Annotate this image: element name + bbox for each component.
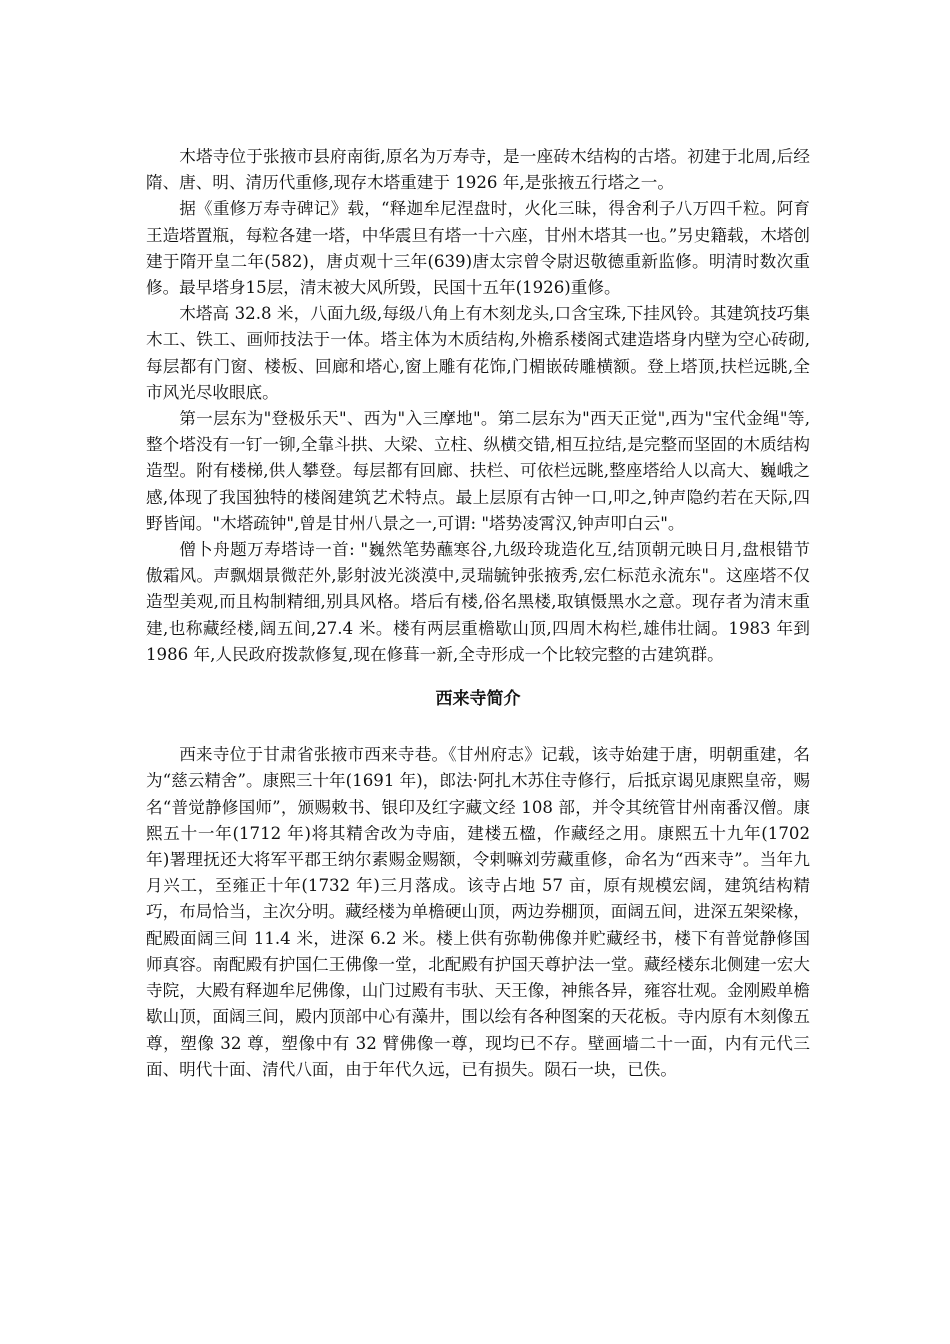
paragraph-muta-history: 据《重修万寿寺碑记》载，“释迦牟尼涅盘时，火化三昧，得舍利子八万四千粒。阿育王造塔置瓶，每粒各建一塔，中华震旦有塔一十六座，甘州木塔其一也。”另史籍载，木塔创建于隋开皇二年(582)，唐贞观十三年(639)唐太宗曾令尉迟敬德重新监修。明清时数次重修。最早塔身15层，清末被大风所毁，民国十五年(1926)重修。 xyxy=(146,199,810,298)
paragraph-xilai-intro: 西来寺位于甘肃省张掖市西来寺巷。《甘州府志》记载，该寺始建于唐，明朝重建，名为“慈云精舍”。康熙三十年(1691 年)，郎法·阿扎木苏住寺修行，后抵京谒见康熙皇帝，赐名“普觉静修国师”，颁赐敕书、银印及红字藏文经 108 部，并令其统管甘州南番汉僧。康熙五十一年(1712 年)将其精舍改为寺庙，建楼五楹，作藏经之用。康熙五十九年(1702 年)署理抚还大将军平郡王纳尔素赐金赐额，令剌嘛刘劳藏重修，命名为“西来寺”。当年九月兴工，至雍正十年(1732 年)三月落成。该寺占地 57 亩，原有规模宏阔，建筑结构精巧，布局恰当，主次分明。藏经楼为单檐硬山顶，两边券棚顶，面阔五间，进深五架梁椽，配殿面阔三间 11.4 米，进深 6.2 米。楼上供有弥勒佛像并贮藏经书，楼下有普觉静修国师真容。南配殿有护国仁王佛像一堂，北配殿有护国天尊护法一堂。藏经楼东北侧建一宏大寺院，大殿有释迦牟尼佛像，山门过殿有韦驮、天王像，神熊各异，雍容壮观。金刚殿单檐歇山顶，面阔三间，殿内顶部中心有藻井，围以绘有各种图案的天花板。寺内原有木刻像五尊，塑像 32 尊，塑像中有 32 臂佛像一尊，现均已不存。壁画墙二十一面，内有元代三面、明代十面、清代八面，由于年代久远，已有损失。陨石一块，已佚。 xyxy=(146,745,810,1079)
paragraph-muta-poem: 僧卜舟题万寿塔诗一首: "巍然笔势蘸寒谷,九级玲珑造化互,结顶朝元映日月,盘根错节傲霜风。声飘烟景微茫外,影射波光淡漠中,灵瑞毓钟张掖秀,宏仁标范永流东"。这座塔不仅造型美观,而且构制精细,别具风格。塔后有楼,俗名黑楼,取镇慑黑水之意。现存者为清末重建,也称藏经楼,阔五间,27.4 米。楼有两层重檐歇山顶,四周木构栏,雄伟壮阔。1983 年到 1986 年,人民政府拨款修复,现在修葺一新,全寺形成一个比较完整的古建筑群。 xyxy=(146,540,810,664)
document-body xyxy=(146,144,810,1083)
paragraph-muta-floors: 第一层东为"登极乐天"、西为"入三摩地"。第二层东为"西天正觉",西为"宝代金绳"等,整个塔没有一钉一铆,全靠斗拱、大梁、立柱、纵横交错,相互拉结,是完整而坚固的木质结构造型。附有楼梯,供人攀登。每层都有回廊、扶栏、可依栏远眺,整座塔给人以高大、巍峨之感,体现了我国独特的楼阁建筑艺术特点。最上层原有古钟一口,叩之,钟声隐约若在天际,四野皆闻。"木塔疏钟",曾是甘州八景之一,可谓: "塔势凌霄汉,钟声叩白云"。 xyxy=(146,409,810,533)
paragraph-muta-intro: 木塔寺位于张掖市县府南街,原名为万寿寺，是一座砖木结构的古塔。初建于北周,后经隋、唐、明、清历代重修,现存木塔重建于 1926 年,是张掖五行塔之一。 xyxy=(146,147,810,193)
section-title-xilai-temple: 西来寺简介 xyxy=(435,689,521,710)
paragraph-muta-structure: 木塔高 32.8 米，八面九级,每级八角上有木刻龙头,口含宝珠,下挂风铃。其建筑技巧集木工、铁工、画师技法于一体。塔主体为木质结构,外檐系楼阁式建造塔身内壁为空心砖砌,每层都有门窗、楼板、回廊和塔心,窗上雕有花饰,门楣嵌砖雕横额。登上塔顶,扶栏远眺,全市风光尽收眼底。 xyxy=(146,304,810,402)
